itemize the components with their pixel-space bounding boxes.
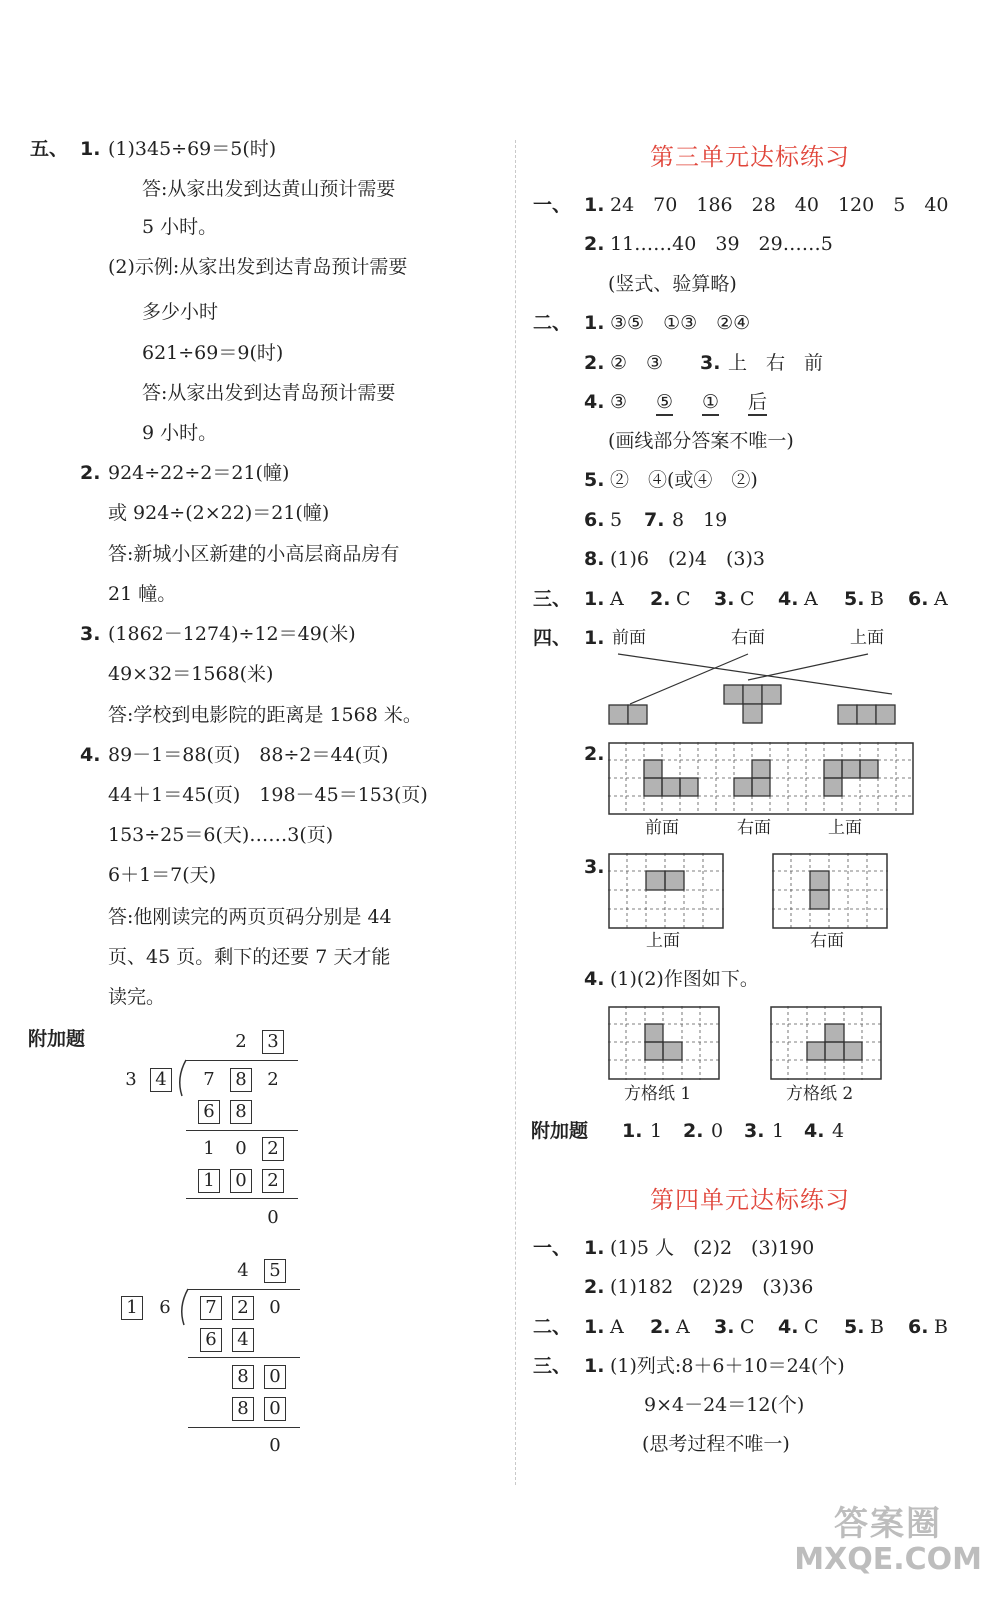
question-number: 4. bbox=[778, 588, 799, 610]
product-digit-box: 6 bbox=[198, 1100, 220, 1124]
question-number: 2. bbox=[584, 743, 605, 765]
choice-answer: B bbox=[934, 1316, 948, 1338]
answer-line: (1)5 人 (2)2 (3)190 bbox=[610, 1237, 815, 1259]
question-number: 3. bbox=[744, 1120, 765, 1142]
choice-answer: B bbox=[870, 588, 884, 610]
choice-answer: A bbox=[610, 1316, 624, 1338]
question-number: 2. bbox=[650, 1316, 671, 1338]
underlined-answer: ① bbox=[702, 390, 719, 416]
answer-line: 上 右 前 bbox=[728, 352, 824, 374]
answer-line: (1)(2)作图如下。 bbox=[610, 968, 759, 990]
underlined-answer: ⑤ bbox=[656, 390, 673, 416]
divisor-digit-box: 1 bbox=[121, 1296, 143, 1320]
view-matching-diagram bbox=[600, 648, 910, 733]
subtraction-line bbox=[186, 1198, 298, 1199]
question-number: 2. bbox=[650, 588, 671, 610]
answer-line: 21 幢。 bbox=[108, 583, 177, 605]
question-number: 2. bbox=[683, 1120, 704, 1142]
grid-label: 方格纸 2 bbox=[786, 1084, 854, 1104]
divisor-digit: 6 bbox=[159, 1297, 171, 1318]
extra-answer: 4 bbox=[832, 1120, 845, 1142]
answer-line: 153÷25＝6(天)……3(页) bbox=[108, 824, 334, 846]
section-label-1: 一、 bbox=[533, 194, 572, 216]
question-number: 1. bbox=[584, 1316, 605, 1338]
question-number: 1. bbox=[584, 194, 605, 216]
answer-line: 答:新城小区新建的小高层商品房有 bbox=[108, 543, 400, 565]
division-bar bbox=[186, 1060, 298, 1061]
remainder-digit-box: 2 bbox=[262, 1137, 284, 1161]
section-label-2: 二、 bbox=[533, 312, 572, 334]
answer-line: 5 小时。 bbox=[142, 216, 218, 238]
shape-two-squares bbox=[609, 705, 647, 724]
product-digit-box: 0 bbox=[230, 1169, 252, 1193]
grid-label: 方格纸 1 bbox=[624, 1084, 692, 1104]
question-number: 1. bbox=[80, 138, 101, 160]
question-number: 6. bbox=[584, 509, 605, 531]
quotient-digit: 2 bbox=[235, 1031, 247, 1052]
question-number: 6. bbox=[908, 588, 929, 610]
quotient-digit: 4 bbox=[237, 1260, 249, 1281]
grid-paper-1 bbox=[608, 1006, 720, 1080]
choice-answer: A bbox=[934, 588, 948, 610]
remainder-digit: 0 bbox=[235, 1138, 247, 1159]
section-label-2: 二、 bbox=[533, 1316, 572, 1338]
answer-line: 6＋1＝7(天) bbox=[108, 864, 217, 886]
answer-line: ② ③ bbox=[610, 352, 664, 374]
grid-top-view bbox=[608, 853, 724, 929]
dividend-digit: 7 bbox=[203, 1069, 215, 1090]
match-line bbox=[748, 654, 868, 680]
question-number: 3. bbox=[700, 352, 721, 374]
watermark-url: MXQE.COM bbox=[794, 1542, 982, 1577]
answer-note: (思考过程不唯一) bbox=[642, 1433, 790, 1455]
answer-line: 多少小时 bbox=[142, 301, 219, 323]
view-label-top: 上面 bbox=[850, 628, 884, 648]
question-number: 4. bbox=[80, 744, 101, 766]
question-number: 4. bbox=[584, 968, 605, 990]
answer-line: 11……40 39 29……5 bbox=[610, 233, 833, 255]
question-number: 6. bbox=[908, 1316, 929, 1338]
answer-note: (竖式、验算略) bbox=[608, 273, 737, 295]
answer-line: (2)示例:从家出发到达青岛预计需要 bbox=[108, 256, 408, 278]
question-number: 3. bbox=[80, 623, 101, 645]
dividend-digit-box: 7 bbox=[200, 1296, 222, 1320]
answer-line: ③⑤ ①③ ②④ bbox=[610, 312, 751, 334]
final-remainder: 0 bbox=[269, 1435, 281, 1456]
dividend-digit-box: 8 bbox=[230, 1068, 252, 1092]
grid-label: 右面 bbox=[810, 931, 844, 951]
choice-answer: C bbox=[740, 588, 755, 610]
shape-t-blocks bbox=[724, 685, 781, 723]
product-digit-box: 4 bbox=[232, 1328, 254, 1352]
extra-answers-row bbox=[622, 1119, 862, 1145]
product-digit-box: 6 bbox=[200, 1328, 222, 1352]
section-label-3: 三、 bbox=[533, 588, 572, 610]
answer-line: 49×32＝1568(米) bbox=[108, 663, 274, 685]
choice-answer: A bbox=[610, 588, 624, 610]
product-digit-box: 1 bbox=[198, 1169, 220, 1193]
answer-line: (1)列式:8＋6＋10＝24(个) bbox=[610, 1355, 845, 1377]
division-bar bbox=[188, 1289, 300, 1290]
division-bracket bbox=[176, 1287, 192, 1327]
section-label-1: 一、 bbox=[533, 1237, 572, 1259]
question-number: 7. bbox=[644, 509, 665, 531]
dividend-digit: 0 bbox=[269, 1297, 281, 1318]
question-number: 2. bbox=[584, 233, 605, 255]
section-label-5: 五、 bbox=[30, 138, 69, 160]
question-number: 5. bbox=[844, 1316, 865, 1338]
extra-answer: 1 bbox=[772, 1120, 785, 1142]
answer-line: (1862－1274)÷12＝49(米) bbox=[108, 623, 356, 645]
grid-label: 上面 bbox=[646, 931, 680, 951]
question-number: 5. bbox=[584, 469, 605, 491]
question-number: 1. bbox=[584, 312, 605, 334]
quotient-digit-box: 3 bbox=[262, 1030, 284, 1054]
extra-questions-label: 附加题 bbox=[531, 1120, 589, 1142]
subtraction-line bbox=[188, 1427, 300, 1428]
question-number: 5. bbox=[844, 588, 865, 610]
question-number: 3. bbox=[584, 856, 605, 878]
question-number: 2. bbox=[584, 352, 605, 374]
shape-three-squares bbox=[838, 705, 895, 724]
question-number: 1. bbox=[584, 1355, 605, 1377]
section-label-3: 三、 bbox=[533, 1355, 572, 1377]
dividend-digit-box: 2 bbox=[232, 1296, 254, 1320]
remainder-digit-box: 0 bbox=[264, 1365, 286, 1389]
choice-answer: B bbox=[870, 1316, 884, 1338]
product-digit-box: 2 bbox=[262, 1169, 284, 1193]
answer-line: 答:学校到电影院的距离是 1568 米。 bbox=[108, 704, 422, 726]
question-number: 4. bbox=[584, 391, 605, 413]
answer-line: (1)6 (2)4 (3)3 bbox=[610, 548, 766, 570]
grid-label: 前面 bbox=[645, 818, 679, 838]
underlined-answer: 后 bbox=[748, 390, 767, 416]
grid-label: 右面 bbox=[737, 818, 771, 838]
view-label-right: 右面 bbox=[731, 628, 765, 648]
answer-line: 44＋1＝45(页) 198－45＝153(页) bbox=[108, 784, 428, 806]
remainder-digit: 1 bbox=[203, 1138, 215, 1159]
watermark-logo-text: 答案圈 bbox=[834, 1504, 942, 1544]
extra-questions-label: 附加题 bbox=[28, 1028, 86, 1050]
answer-line: 24 70 186 28 40 120 5 40 bbox=[610, 194, 949, 216]
unit-3-title: 第三单元达标练习 bbox=[650, 143, 850, 171]
answer-note: (画线部分答案不唯一) bbox=[608, 430, 794, 452]
answer-line: 89－1＝88(页) 88÷2＝44(页) bbox=[108, 744, 389, 766]
answer-line: 页、45 页。剩下的还要 7 天才能 bbox=[108, 946, 391, 968]
question-number: 1. bbox=[584, 1237, 605, 1259]
answer-line: ② ④(或④ ②) bbox=[610, 469, 758, 491]
question-number: 1. bbox=[584, 588, 605, 610]
choice-answer: C bbox=[740, 1316, 755, 1338]
choice-answer: C bbox=[676, 588, 691, 610]
question-number: 4. bbox=[804, 1120, 825, 1142]
question-number: 2. bbox=[584, 1276, 605, 1298]
answer-line: 8 19 bbox=[672, 509, 728, 531]
grid-paper-2 bbox=[770, 1006, 882, 1080]
question-number: 4. bbox=[778, 1316, 799, 1338]
grid-label: 上面 bbox=[828, 818, 862, 838]
question-number: 1. bbox=[584, 627, 605, 649]
choice-answers-row bbox=[584, 587, 984, 613]
site-watermark bbox=[794, 1496, 982, 1586]
answer-line: 9×4－24＝12(个) bbox=[644, 1394, 805, 1416]
answer-line: 9 小时。 bbox=[142, 422, 218, 444]
subtraction-line bbox=[188, 1357, 300, 1358]
answer-line: 答:从家出发到达黄山预计需要 bbox=[142, 178, 396, 200]
answer-line: (1)182 (2)29 (3)36 bbox=[610, 1276, 814, 1298]
question-number: 3. bbox=[714, 588, 735, 610]
grid-views-2 bbox=[608, 742, 914, 816]
answer-line: ③ bbox=[610, 391, 628, 413]
choice-answer: C bbox=[804, 1316, 819, 1338]
choice-answer: A bbox=[804, 588, 818, 610]
choice-answer: A bbox=[676, 1316, 690, 1338]
answer-line: 答:他刚读完的两页页码分别是 44 bbox=[108, 906, 392, 928]
question-number: 8. bbox=[584, 548, 605, 570]
product-digit-box: 8 bbox=[232, 1397, 254, 1421]
product-digit-box: 8 bbox=[230, 1100, 252, 1124]
view-label-front: 前面 bbox=[612, 628, 646, 648]
product-digit-box: 0 bbox=[264, 1397, 286, 1421]
question-number: 1. bbox=[622, 1120, 643, 1142]
answer-line: 621÷69＝9(时) bbox=[142, 342, 284, 364]
question-number: 2. bbox=[80, 462, 101, 484]
answer-line: 答:从家出发到达青岛预计需要 bbox=[142, 382, 396, 404]
quotient-digit-box: 5 bbox=[264, 1259, 286, 1283]
divisor-digit: 3 bbox=[125, 1069, 137, 1090]
question-number: 3. bbox=[714, 1316, 735, 1338]
division-bracket bbox=[174, 1058, 190, 1098]
extra-answer: 0 bbox=[711, 1120, 724, 1142]
answer-line: 924÷22÷2＝21(幢) bbox=[108, 462, 290, 484]
remainder-digit-box: 8 bbox=[232, 1365, 254, 1389]
column-divider bbox=[515, 140, 516, 1485]
extra-answer: 1 bbox=[650, 1120, 663, 1142]
final-remainder: 0 bbox=[267, 1207, 279, 1228]
divisor-digit-box: 4 bbox=[150, 1068, 172, 1092]
subtraction-line bbox=[186, 1130, 298, 1131]
answer-line: 读完。 bbox=[108, 986, 166, 1008]
choice-answers-row bbox=[584, 1315, 984, 1341]
dividend-digit: 2 bbox=[267, 1069, 279, 1090]
answer-line: 5 bbox=[610, 509, 623, 531]
section-label-4: 四、 bbox=[533, 627, 572, 649]
answer-line: (1)345÷69＝5(时) bbox=[108, 138, 277, 160]
grid-right-view bbox=[772, 853, 888, 929]
answer-line: 或 924÷(2×22)＝21(幢) bbox=[108, 502, 330, 524]
unit-4-title: 第四单元达标练习 bbox=[650, 1186, 850, 1214]
